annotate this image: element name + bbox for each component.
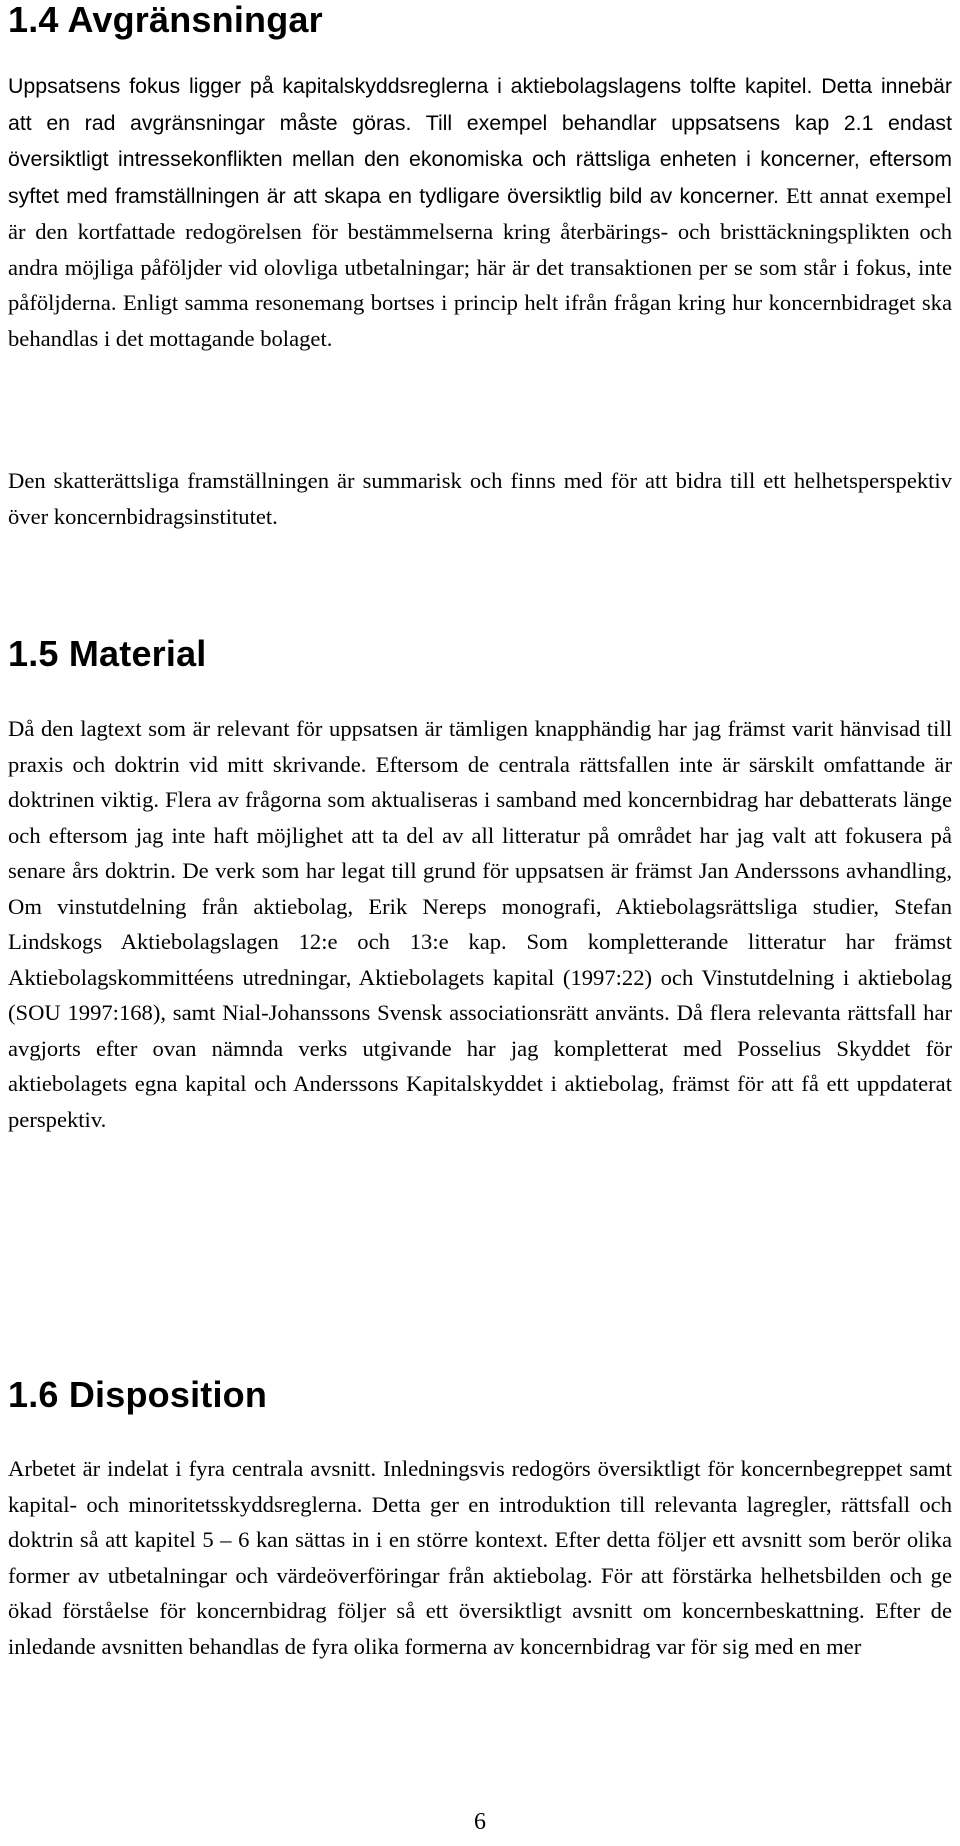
paragraph-sans-segment: Uppsatsens fokus ligger på kapitalskyddsreglerna i aktiebolagslagens tolfte kapitel. Detta innebär att en rad avgränsningar måste göras. Till exempel behandlar uppsatsens kap 2.1 endast översiktligt intressekonflikten mellan den ekonomiska och rättsliga enheten i koncerner, eftersom syftet med framställningen är att skapa en tydligare översiktlig bild av koncerner. bbox=[8, 74, 952, 208]
paragraph-disposition: Arbetet är indelat i fyra centrala avsnitt. Inledningsvis redogörs översiktligt för koncernbegreppet samt kapital- och minoritetsskyddsreglerna. Detta ger en introduktion till relevanta lagregler, rättsfall och doktrin så att kapitel 5 – 6 kan sättas in i en större kontext. Efter detta följer ett avsnitt som berör olika former av utbetalningar och värdeöverföringar från aktiebolag. För att förstärka helhetsbilden och ge ökad förståelse för koncernbidrag följer så ett översiktligt avsnitt om koncernbeskattning. Efter de inledande avsnitten behandlas de fyra olika formerna av koncernbidrag var för sig med en mer bbox=[8, 1456, 952, 1659]
paragraph-avgransningar-1 bbox=[8, 68, 952, 356]
paragraph-serif-segment: Ett annat exempel är den kortfattade redogörelsen för bestämmelserna kring återbärings- och bristtäckningsplikten och andra möjliga påföljder vid olovliga utbetalningar; här är det transaktionen per se som står i fokus, inte påföljderna. Enligt samma resonemang bortses i princip helt ifrån frågan kring hur koncernbidraget ska behandlas i det mottagande bolaget. bbox=[8, 182, 952, 351]
page-number: 6 bbox=[474, 1809, 486, 1835]
paragraph-material: Då den lagtext som är relevant för uppsatsen är tämligen knapphändig har jag främst varit hänvisad till praxis och doktrin vid mitt skrivande. Eftersom de centrala rättsfallen inte är särskilt omfattande är doktrinen viktig. Flera av frågorna som aktualiseras i samband med koncernbidrag har debatterats länge och eftersom jag inte haft möjlighet att ta del av all litteratur på området har jag valt att fokusera på senare års doktrin. De verk som har legat till grund för uppsatsen är främst Jan Anderssons avhandling, Om vinstutdelning från aktiebolag, Erik Nereps monografi, Aktiebolagsrättsliga studier, Stefan Lindskogs Aktiebolagslagen 12:e och 13:e kap. Som kompletterande litteratur har främst Aktiebolagskommittéens utredningar, Aktiebolagets kapital (1997:22) och Vinstutdelning i aktiebolag (SOU 1997:168), samt Nial-Johanssons Svensk associationsrätt använts. Då flera relevanta rättsfall har avgjorts efter ovan nämnda verks utgivande har jag kompletterat med Posselius Skyddet för aktiebolagets egna kapital och Anderssons Kapitalskyddet i aktiebolag, främst för att få ett uppdaterat perspektiv. bbox=[8, 716, 952, 1132]
section-heading-disposition: 1.6 Disposition bbox=[8, 1374, 268, 1415]
paragraph-avgransningar-2: Den skatterättsliga framställningen är summarisk och finns med för att bidra till ett helhetsperspektiv över koncernbidragsinstitutet. bbox=[8, 468, 952, 529]
section-heading-material: 1.5 Material bbox=[8, 633, 207, 674]
section-heading-avgransningar: 1.4 Avgränsningar bbox=[8, 0, 323, 40]
